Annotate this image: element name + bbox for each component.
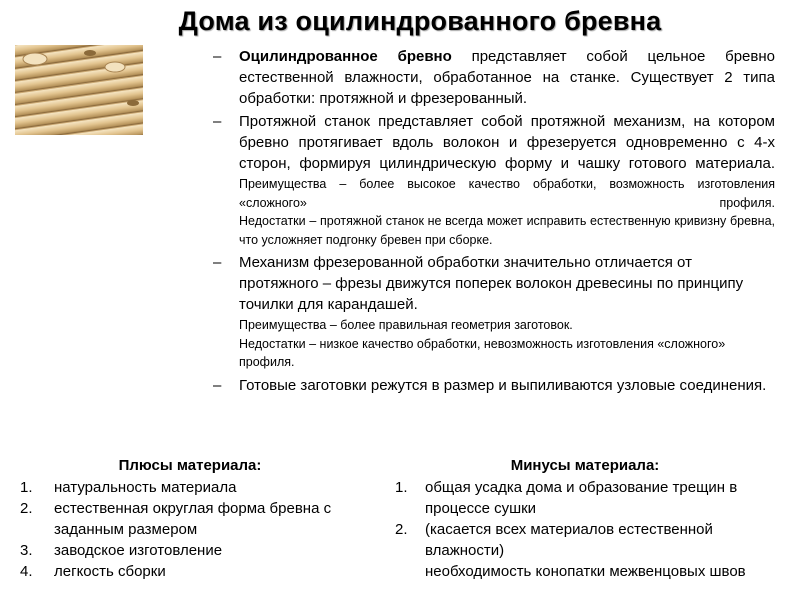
bullet-body: представляет собой цельное бревно естественной влажности, обработанное на станке. Существует 2 типа обработки: протяжной и фрезерованный. (239, 48, 775, 107)
list-item (395, 519, 775, 561)
item-text: натуральность материала (54, 479, 237, 496)
list-item (20, 561, 380, 582)
item-number: 1. (20, 479, 33, 496)
description-bullets (213, 46, 775, 396)
cons-column (395, 455, 775, 582)
bullet-item (213, 252, 775, 372)
sub-point: Преимущества – более высокое качество обработки, возможность изготовления «сложного» профиля. (239, 177, 775, 210)
item-number: 2. (20, 500, 33, 517)
bullet-body: Протяжной станок представляет собой протяжной механизм, на котором бревно протягивает вдоль волокон и фрезеруется одновременно с 4-х сторон, формируя цилиндрическую форму и чашку готового материала. (239, 113, 775, 172)
wood-logs-photo (15, 45, 143, 135)
cons-list (395, 477, 775, 561)
sub-point: Преимущества – более правильная геометрия заготовок. (239, 318, 573, 332)
bullet-bold-term: Оцилиндрованное бревно (239, 48, 452, 65)
dash-marker: – (213, 376, 222, 394)
item-number: 4. (20, 563, 33, 580)
list-item (20, 540, 380, 561)
bullet-text (239, 46, 775, 109)
cons-extra-text: необходимость конопатки межвенцовых швов (425, 563, 746, 580)
pros-title: Плюсы материала: (118, 457, 262, 474)
bullet-body: Механизм фрезерованной обработки значительно отличается от протяжного – фрезы движутся поперек волокон древесины по принципу точилки для карандашей. (239, 254, 744, 313)
item-text: (касается всех материалов естественной влажности) (425, 521, 713, 559)
page-title: Дома из оцилиндрованного бревна (178, 6, 662, 36)
dash-marker: – (213, 48, 222, 65)
sub-point: Недостатки – протяжной станок не всегда может исправить естественную кривизну бревна, что усложняет подгонку бревен при сборке. (239, 214, 775, 247)
item-text: естественная округлая форма бревна с заданным размером (54, 500, 332, 538)
list-item (20, 477, 380, 498)
bullet-item (213, 46, 775, 109)
bullet-item (213, 111, 775, 249)
pros-column (20, 455, 380, 582)
item-text: общая усадка дома и образование трещин в процессе сушки (425, 479, 738, 517)
wood-logs-illustration (15, 45, 143, 135)
dash-marker: – (213, 113, 222, 130)
item-text: заводское изготовление (54, 542, 223, 559)
bullet-body: Готовые заготовки режутся в размер и выпиливаются узловые соединения. (239, 376, 767, 394)
list-item (20, 498, 380, 540)
list-item (395, 477, 775, 519)
sub-point: Недостатки – низкое качество обработки, невозможность изготовления «сложного» профиля. (239, 336, 726, 369)
pros-list (20, 477, 380, 582)
item-number: 3. (20, 542, 33, 559)
item-text: легкость сборки (54, 563, 166, 580)
cons-title: Минусы материала: (510, 457, 660, 474)
bullet-item (213, 375, 775, 396)
item-number: 1. (395, 479, 408, 496)
item-number: 2. (395, 521, 408, 538)
dash-marker: – (213, 254, 222, 271)
